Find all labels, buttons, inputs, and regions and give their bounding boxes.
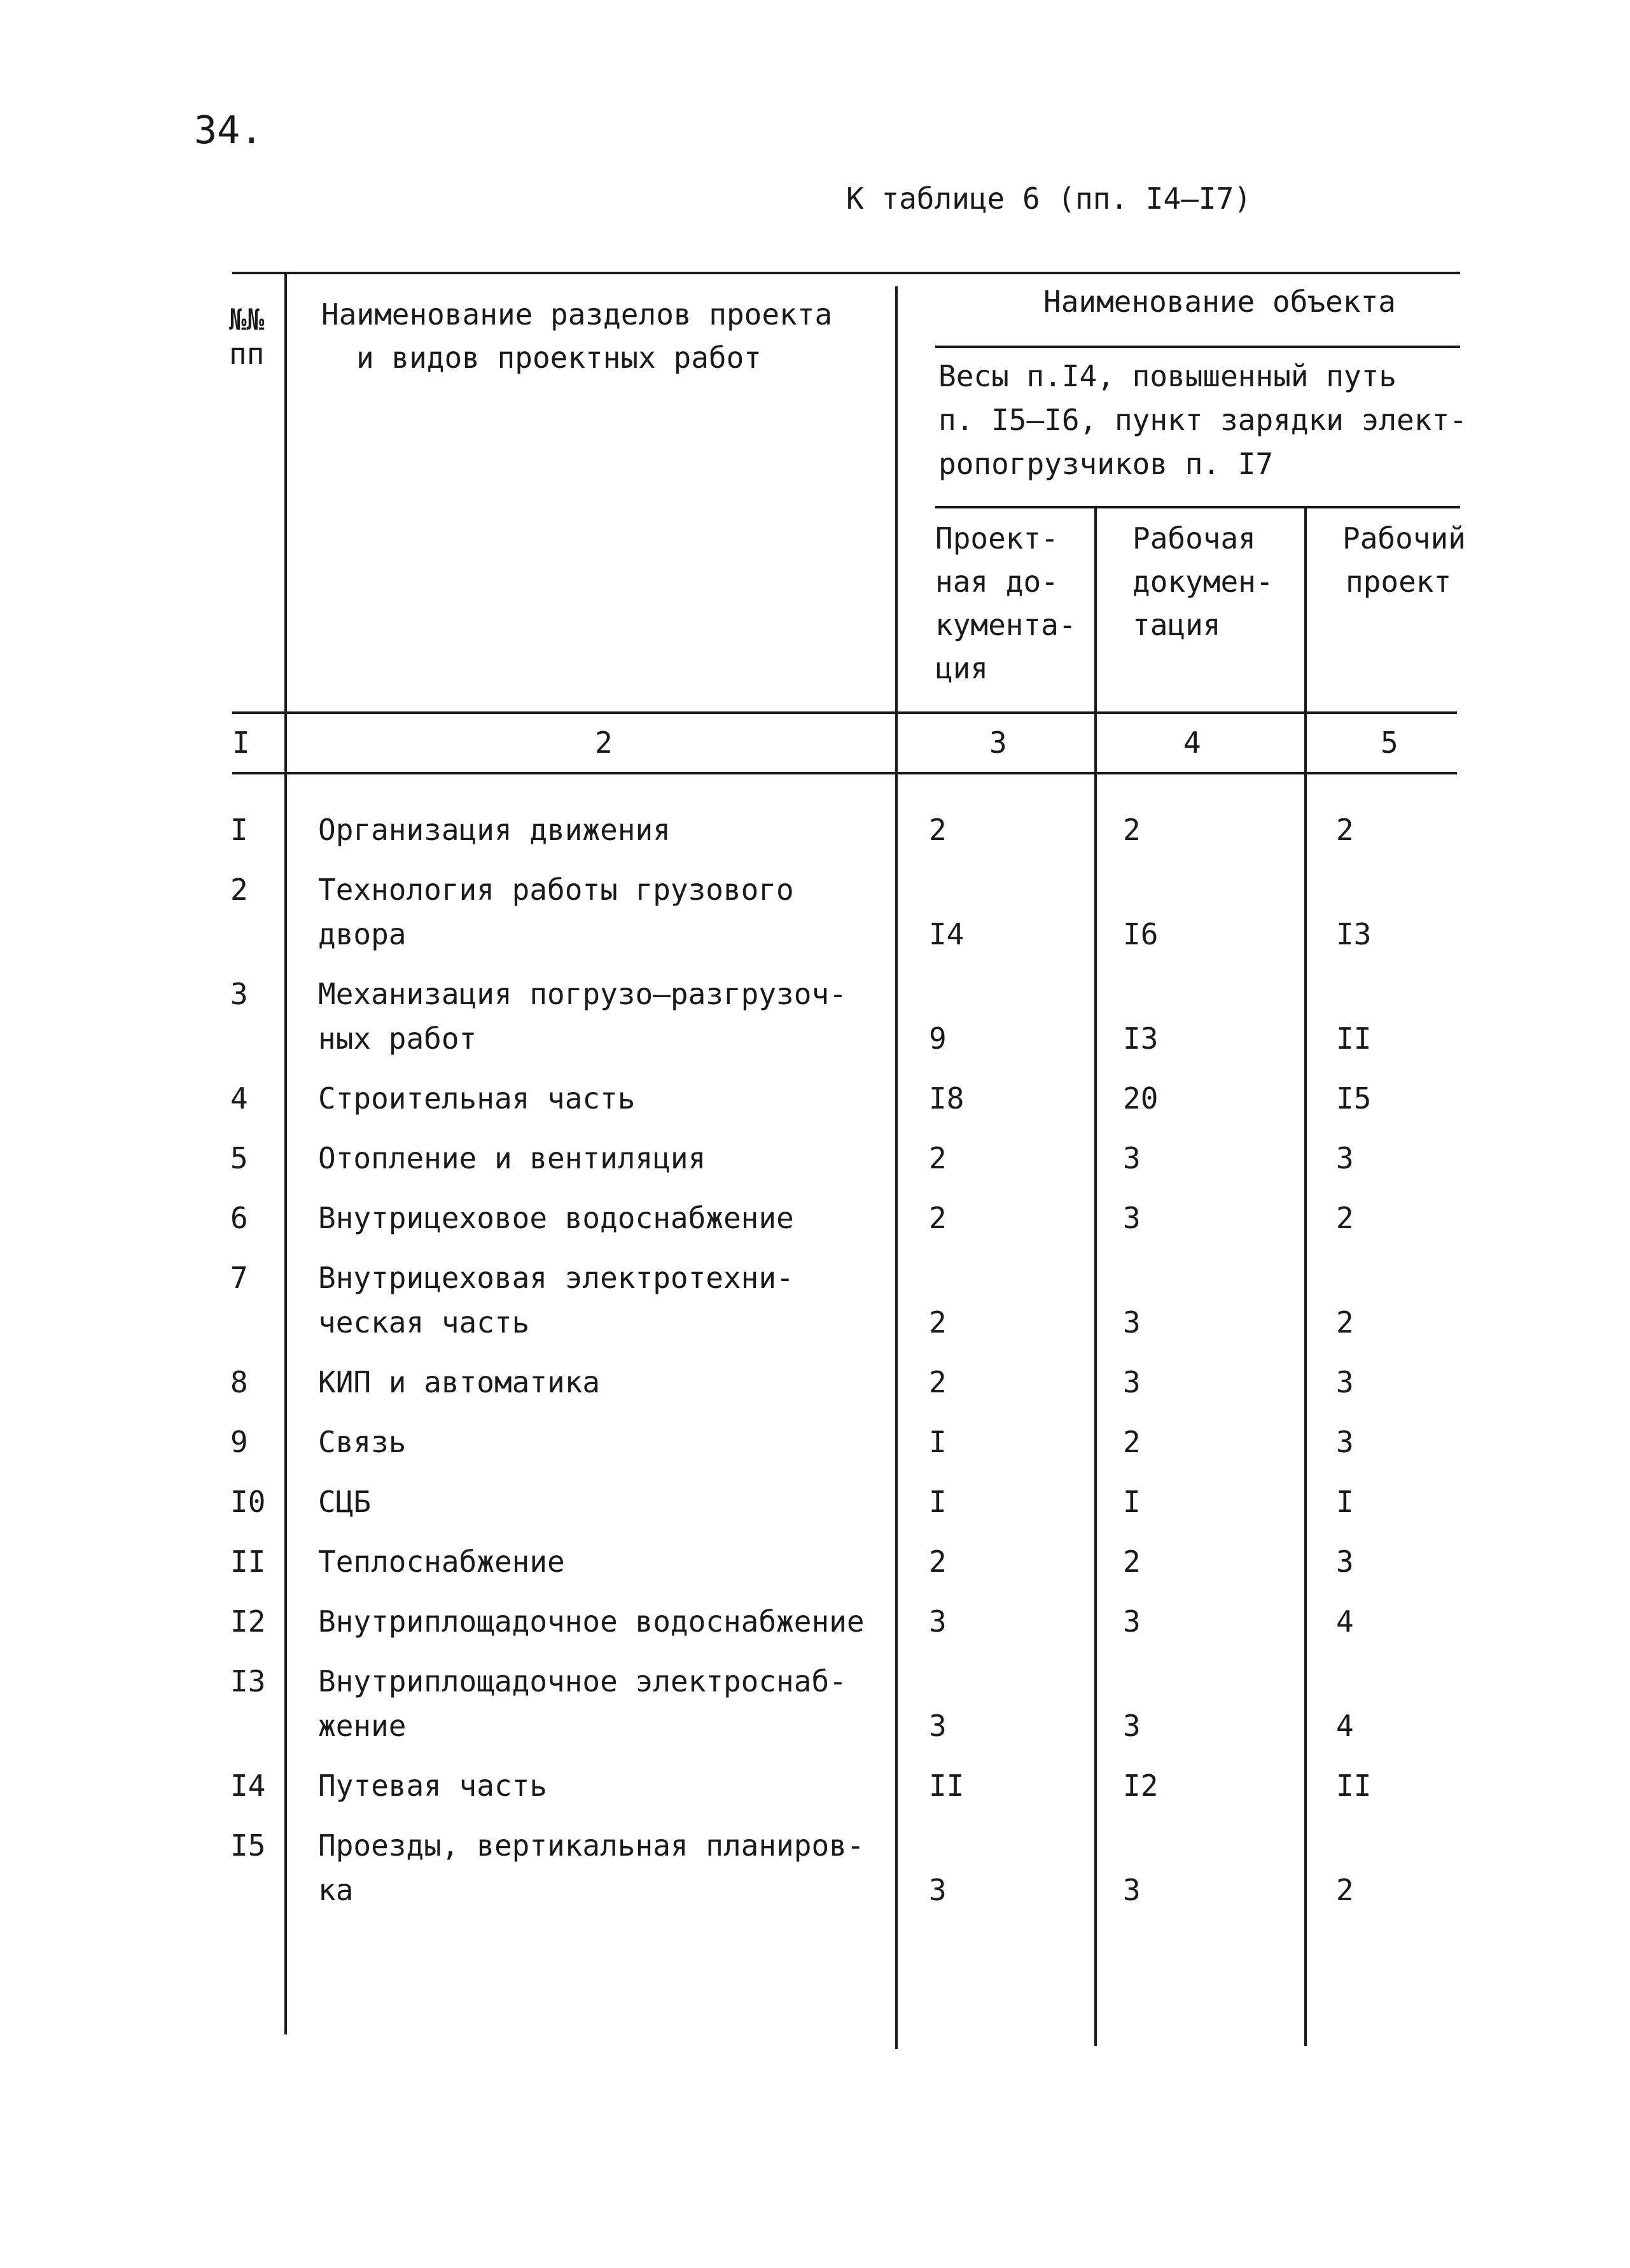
row-value-col3: 3	[929, 1604, 947, 1639]
row-number: II	[230, 1544, 266, 1579]
row-name-line: Строительная часть	[318, 1081, 636, 1116]
row-value-col3: 2	[929, 813, 947, 847]
header-num-label-1: №№	[229, 302, 265, 337]
row-number: I	[230, 813, 248, 847]
row-number: 9	[230, 1425, 248, 1459]
row-name-line: Связь	[318, 1425, 407, 1459]
row-value-col4: 3	[1123, 1141, 1141, 1175]
row-value-col5: II	[1336, 1768, 1372, 1803]
row-name-line: СЦБ	[318, 1485, 372, 1519]
row-value-col5: I3	[1336, 917, 1372, 951]
header-col4-line-2: докумен-	[1132, 564, 1274, 599]
row-name-line: жение	[318, 1709, 407, 1743]
row-name-line: Отопление и вентиляция	[318, 1141, 706, 1175]
header-bottom-border	[232, 711, 1457, 714]
row-value-col5: 3	[1336, 1425, 1354, 1459]
row-value-col3: 2	[929, 1544, 947, 1579]
row-name-line: ных работ	[318, 1021, 477, 1056]
row-value-col3: 2	[929, 1365, 947, 1399]
column-number-5: 5	[1381, 725, 1398, 760]
row-number: 2	[230, 872, 248, 907]
row-value-col5: 4	[1336, 1604, 1354, 1639]
table-caption: К таблице 6 (пп. I4–I7)	[846, 181, 1251, 216]
row-value-col3: I	[929, 1485, 947, 1519]
header-col3-line-4: ция	[935, 651, 989, 685]
row-name-line: КИП и автоматика	[318, 1365, 601, 1399]
row-value-col4: 2	[1123, 1425, 1141, 1459]
row-value-col3: 9	[929, 1021, 947, 1056]
row-number: 4	[230, 1081, 248, 1116]
row-name-line: Теплоснабжение	[318, 1544, 565, 1579]
header-col4-line-3: тация	[1132, 608, 1221, 642]
col1-divider	[284, 272, 287, 2034]
row-value-col5: 2	[1336, 1873, 1354, 1907]
header-col3-line-1: Проект-	[935, 521, 1059, 556]
row-value-col5: 2	[1336, 1305, 1354, 1340]
row-number: I4	[230, 1768, 266, 1803]
row-value-col3: I8	[929, 1081, 965, 1116]
row-name-line: двора	[318, 917, 407, 951]
header-object-desc-1: Весы п.I4, повышенный путь	[938, 359, 1397, 393]
row-value-col5: 3	[1336, 1365, 1354, 1399]
header-col3-line-2: ная до-	[935, 564, 1059, 599]
row-name-line: Внутриплощадочное водоснабжение	[318, 1604, 865, 1639]
row-value-col3: 3	[929, 1709, 947, 1743]
row-value-col5: 4	[1336, 1709, 1354, 1743]
row-number: I3	[230, 1664, 266, 1698]
row-value-col5: 3	[1336, 1544, 1354, 1579]
header-col4-line-1: Рабочая	[1132, 521, 1256, 556]
row-value-col4: 3	[1123, 1604, 1141, 1639]
row-value-col4: 20	[1123, 1081, 1159, 1116]
column-number-1: I	[232, 725, 250, 760]
row-value-col5: I	[1336, 1485, 1354, 1519]
header-col5-line-1: Рабочий	[1342, 521, 1466, 556]
row-value-col3: 2	[929, 1305, 947, 1340]
row-name-line: Внутриплощадочное электроснаб-	[318, 1664, 847, 1698]
header-num-label-2: пп	[229, 337, 265, 371]
col4-divider	[1304, 506, 1307, 2046]
row-number: 6	[230, 1201, 248, 1235]
header-col5-line-2: проект	[1346, 564, 1452, 599]
row-value-col3: I4	[929, 917, 965, 951]
row-number: 3	[230, 977, 248, 1011]
header-object-title: Наименование объекта	[1043, 284, 1396, 319]
row-name-line: ка	[318, 1873, 354, 1907]
row-number: I5	[230, 1828, 266, 1863]
row-value-col4: I2	[1123, 1768, 1159, 1803]
row-name-line: ческая часть	[318, 1305, 530, 1340]
object-desc-divider	[935, 506, 1460, 508]
row-value-col4: I	[1123, 1485, 1141, 1519]
row-value-col5: 2	[1336, 813, 1354, 847]
row-number: I2	[230, 1604, 266, 1639]
row-value-col4: 3	[1123, 1365, 1141, 1399]
row-value-col5: I5	[1336, 1081, 1372, 1116]
column-number-2: 2	[595, 725, 613, 760]
row-number: 7	[230, 1261, 248, 1295]
row-value-col4: 3	[1123, 1709, 1141, 1743]
row-name-line: Организация движения	[318, 813, 671, 847]
row-value-col5: 3	[1336, 1141, 1354, 1175]
row-value-col3: 2	[929, 1201, 947, 1235]
col2-divider	[895, 286, 898, 2049]
object-title-divider	[935, 346, 1460, 348]
row-value-col3: I	[929, 1425, 947, 1459]
column-number-3: 3	[989, 725, 1007, 760]
row-value-col4: 3	[1123, 1873, 1141, 1907]
row-value-col4: I6	[1123, 917, 1159, 951]
header-object-desc-2: п. I5–I6, пункт зарядки элект-	[938, 403, 1467, 437]
column-number-4: 4	[1183, 725, 1201, 760]
row-value-col4: 3	[1123, 1201, 1141, 1235]
row-value-col4: 3	[1123, 1305, 1141, 1340]
row-number: 8	[230, 1365, 248, 1399]
row-value-col3: 2	[929, 1141, 947, 1175]
table-top-border	[232, 272, 1460, 274]
row-name-line: Путевая часть	[318, 1768, 548, 1803]
header-object-desc-3: ропогрузчиков п. I7	[938, 447, 1274, 481]
row-name-line: Проезды, вертикальная планиров-	[318, 1828, 865, 1863]
header-name-line-1: Наименование разделов проекта	[321, 297, 833, 332]
row-value-col4: I3	[1123, 1021, 1159, 1056]
header-name-line-2: и видов проектных работ	[356, 340, 762, 375]
row-name-line: Внутрицеховая электротехни-	[318, 1261, 794, 1295]
header-col3-line-3: кумента-	[935, 608, 1076, 642]
col3-divider	[1094, 506, 1097, 2046]
row-value-col3: II	[929, 1768, 965, 1803]
row-value-col4: 2	[1123, 813, 1141, 847]
row-value-col4: 2	[1123, 1544, 1141, 1579]
row-name-line: Механизация погрузо–разгрузоч-	[318, 977, 847, 1011]
row-value-col5: 2	[1336, 1201, 1354, 1235]
row-number: 5	[230, 1141, 248, 1175]
row-value-col3: 3	[929, 1873, 947, 1907]
row-name-line: Технология работы грузового	[318, 872, 794, 907]
row-value-col5: II	[1336, 1021, 1372, 1056]
row-number: I0	[230, 1485, 266, 1519]
page-number: 34.	[194, 108, 263, 153]
column-numbers-bottom-border	[232, 772, 1457, 774]
row-name-line: Внутрицеховое водоснабжение	[318, 1201, 794, 1235]
